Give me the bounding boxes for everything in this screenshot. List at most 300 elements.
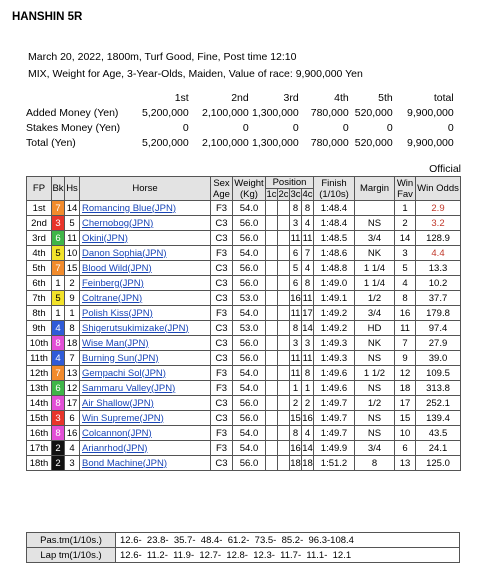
corner-3: 11	[290, 352, 301, 364]
horse-number: 18	[65, 336, 80, 351]
horse-name[interactable]	[80, 441, 211, 456]
result-row	[27, 426, 461, 441]
sex-age: C3	[211, 261, 233, 276]
margin: NS	[355, 411, 395, 426]
corner-3: 11	[290, 367, 301, 379]
win-favorite: 17	[395, 396, 416, 411]
prize-money-table	[26, 90, 454, 150]
corner-1	[266, 291, 278, 306]
win-favorite: 6	[395, 441, 416, 456]
win-favorite: 18	[395, 381, 416, 396]
win-odds: 37.7	[416, 291, 461, 306]
win-odds: 128.9	[416, 231, 461, 246]
corner-4: 4	[302, 216, 314, 231]
win-odds: 10.2	[416, 276, 461, 291]
horse-link[interactable]: Sammaru Valley(JPN)	[82, 382, 176, 394]
win-favorite: 3	[395, 246, 416, 261]
lap-row-label: Lap tm(1/10s.)	[27, 548, 116, 563]
prize-header: 3rd	[283, 91, 299, 104]
corner-1	[266, 321, 278, 336]
win-favorite: 2	[395, 216, 416, 231]
finish-time: 1:49.3	[314, 336, 355, 351]
corner-4: 8	[302, 276, 314, 291]
horse-number: 15	[65, 261, 80, 276]
results-header-row	[27, 177, 461, 189]
weight: 56.0	[233, 261, 266, 276]
sex-age: F3	[211, 306, 233, 321]
weight: 54.0	[233, 426, 266, 441]
col-corner-2: 2c	[278, 189, 289, 200]
bracket-number: 8	[52, 426, 65, 441]
finish-position: 15th	[27, 411, 52, 426]
result-row	[27, 306, 461, 321]
bracket-number: 1	[52, 276, 65, 291]
finish-time: 1:48.5	[314, 231, 355, 246]
corner-2	[278, 216, 290, 231]
corner-2	[278, 336, 290, 351]
col-finish: Finish (1/10s)	[314, 177, 355, 201]
col-win-fav: Win Fav	[395, 177, 416, 201]
horse-link[interactable]: Blood Wild(JPN)	[82, 262, 152, 274]
corner-1	[266, 456, 278, 471]
col-win-odds: Win Odds	[416, 177, 461, 201]
finish-time: 1:49.1	[314, 291, 355, 306]
finish-time: 1:49.2	[314, 306, 355, 321]
horse-link[interactable]: Burning Sun(JPN)	[82, 352, 159, 364]
win-favorite: 13	[395, 456, 416, 471]
corner-3: 3	[290, 216, 302, 231]
bracket-number: 4	[52, 351, 65, 366]
horse-link[interactable]: Bond Machine(JPN)	[82, 457, 168, 469]
finish-position: 1st	[27, 201, 52, 216]
finish-position: 16th	[27, 426, 52, 441]
result-row	[27, 351, 461, 366]
corner-3: 6	[290, 276, 302, 291]
corner-2	[278, 411, 290, 426]
prize-value: 2,100,000	[202, 106, 249, 119]
weight: 54.0	[233, 366, 266, 381]
win-favorite: 11	[395, 321, 416, 336]
horse-name[interactable]	[80, 351, 211, 366]
prize-value: 0	[447, 121, 454, 134]
horse-name[interactable]	[80, 216, 211, 231]
horse-name[interactable]	[80, 231, 211, 246]
col-bracket: Bk	[52, 177, 65, 201]
margin: NS	[355, 216, 395, 231]
horse-name[interactable]	[80, 306, 211, 321]
finish-position: 6th	[27, 276, 52, 291]
bracket-number: 1	[52, 306, 65, 321]
result-row	[27, 336, 461, 351]
corner-1	[266, 276, 278, 291]
horse-name[interactable]	[80, 381, 211, 396]
sex-age: C3	[211, 291, 233, 306]
weight: 54.0	[233, 441, 266, 456]
bracket-number: 5	[52, 291, 65, 306]
corner-1	[266, 396, 278, 411]
finish-position: 9th	[27, 321, 52, 336]
horse-name[interactable]	[80, 201, 211, 216]
horse-name[interactable]	[80, 291, 211, 306]
horse-link[interactable]: Wise Man(JPN)	[82, 337, 149, 349]
finish-time: 1:49.7	[314, 396, 355, 411]
col-fp: FP	[27, 177, 52, 201]
horse-name[interactable]	[80, 456, 211, 471]
prize-row	[26, 135, 454, 150]
prize-value: 0	[342, 121, 349, 134]
finish-time: 1:48.4	[314, 216, 355, 231]
finish-time: 1:48.4	[314, 201, 355, 216]
horse-link[interactable]: Shigerutsukimizake(JPN)	[82, 322, 189, 334]
bracket-number: 8	[52, 336, 65, 351]
win-odds: 109.5	[416, 366, 461, 381]
win-odds: 125.0	[416, 456, 461, 471]
corner-2	[278, 321, 290, 336]
corner-4: 8	[302, 366, 314, 381]
finish-time: 1:49.7	[314, 411, 355, 426]
prize-value: 0	[242, 121, 249, 134]
horse-number: 5	[65, 216, 80, 231]
corner-2	[278, 381, 290, 396]
horse-number: 4	[65, 441, 80, 456]
corner-4: 2	[302, 396, 314, 411]
corner-2	[278, 441, 290, 456]
corner-1	[266, 261, 278, 276]
weight: 56.0	[233, 456, 266, 471]
margin: 3/4	[355, 306, 395, 321]
col-margin: Margin	[355, 177, 395, 201]
weight: 56.0	[233, 276, 266, 291]
corner-4: 18	[302, 457, 313, 469]
result-row	[27, 261, 461, 276]
margin: HD	[355, 321, 395, 336]
sex-age: C3	[211, 276, 233, 291]
horse-link[interactable]: Feinberg(JPN)	[82, 277, 144, 289]
prize-value: 780,000	[310, 136, 349, 149]
sex-age: C3	[211, 321, 233, 336]
col-horse-number: Hs	[65, 177, 80, 201]
corner-1	[266, 426, 278, 441]
weight: 56.0	[233, 351, 266, 366]
result-row	[27, 246, 461, 261]
margin: NS	[355, 381, 395, 396]
prize-value: 520,000	[354, 136, 393, 149]
bracket-number: 7	[52, 201, 65, 216]
prize-value: 5,200,000	[142, 136, 189, 149]
bracket-number: 7	[52, 366, 65, 381]
corner-4: 11	[302, 232, 313, 244]
horse-number: 6	[65, 411, 80, 426]
horse-link[interactable]: Polish Kiss(JPN)	[82, 307, 153, 319]
win-odds: 252.1	[416, 396, 461, 411]
horse-number: 11	[65, 231, 80, 246]
corner-4: 3	[302, 336, 314, 351]
finish-position: 13th	[27, 381, 52, 396]
prize-row-label: Total (Yen)	[26, 136, 76, 149]
prize-row-label: Added Money (Yen)	[26, 106, 119, 119]
finish-position: 4th	[27, 246, 52, 261]
sex-age: F3	[211, 441, 233, 456]
horse-number: 2	[65, 276, 80, 291]
finish-position: 7th	[27, 291, 52, 306]
bracket-number: 3	[52, 216, 65, 231]
result-row	[27, 381, 461, 396]
corner-1	[266, 381, 278, 396]
win-odds: 179.8	[416, 306, 461, 321]
corner-3: 16	[290, 292, 301, 304]
corner-4: 14	[302, 322, 313, 334]
race-title: HANSHIN 5R	[12, 11, 83, 23]
horse-number: 9	[65, 291, 80, 306]
win-favorite: 14	[395, 231, 416, 246]
horse-number: 1	[65, 306, 80, 321]
result-row	[27, 456, 461, 471]
lap-row	[27, 533, 460, 548]
horse-number: 14	[65, 201, 80, 216]
corner-1	[266, 351, 278, 366]
horse-name[interactable]	[80, 366, 211, 381]
finish-time: 1:49.0	[314, 276, 355, 291]
prize-value: 9,900,000	[407, 106, 454, 119]
margin: 1/2	[355, 396, 395, 411]
finish-time: 1:51.2	[314, 456, 355, 471]
sex-age: F3	[211, 246, 233, 261]
bracket-number: 6	[52, 381, 65, 396]
win-favorite: 8	[395, 291, 416, 306]
horse-name[interactable]	[80, 411, 211, 426]
finish-time: 1:48.6	[314, 246, 355, 261]
finish-position: 8th	[27, 306, 52, 321]
win-odds: 4.4	[416, 246, 461, 261]
finish-position: 17th	[27, 441, 52, 456]
prize-row	[26, 120, 454, 135]
corner-3: 5	[290, 261, 302, 276]
result-row	[27, 396, 461, 411]
horse-name[interactable]	[80, 246, 211, 261]
prize-value: 780,000	[310, 106, 349, 119]
bracket-number: 3	[52, 411, 65, 426]
col-sex-age: Sex Age	[211, 177, 233, 201]
corner-2	[278, 261, 290, 276]
weight: 56.0	[233, 231, 266, 246]
bracket-number: 2	[52, 456, 65, 471]
sex-age: F3	[211, 426, 233, 441]
horse-link[interactable]: Chernobog(JPN)	[82, 217, 154, 229]
finish-position: 12th	[27, 366, 52, 381]
prize-header: total	[433, 91, 454, 104]
corner-3: 1	[290, 381, 302, 396]
sex-age: C3	[211, 216, 233, 231]
result-row	[27, 411, 461, 426]
finish-time: 1:49.9	[314, 441, 355, 456]
finish-time: 1:49.6	[314, 366, 355, 381]
corner-1	[266, 306, 278, 321]
weight: 53.0	[233, 291, 266, 306]
sex-age: C3	[211, 351, 233, 366]
official-label: Official	[429, 163, 461, 175]
col-horse: Horse	[80, 177, 211, 201]
horse-link[interactable]: Coltrane(JPN)	[82, 292, 143, 304]
horse-link[interactable]: Arianrhod(JPN)	[82, 442, 148, 454]
finish-position: 14th	[27, 396, 52, 411]
col-corner-1: 1c	[266, 189, 277, 200]
prize-header: 1st	[174, 91, 189, 104]
win-odds: 27.9	[416, 336, 461, 351]
corner-1	[266, 411, 278, 426]
corner-2	[278, 291, 290, 306]
prize-row-label: Stakes Money (Yen)	[26, 121, 121, 134]
sex-age: C3	[211, 456, 233, 471]
corner-3: 11	[290, 232, 301, 244]
corner-3: 18	[290, 457, 301, 469]
corner-1	[266, 441, 278, 456]
win-favorite: 5	[395, 261, 416, 276]
corner-1	[266, 231, 278, 246]
corner-3: 2	[290, 396, 302, 411]
horse-link[interactable]: Okini(JPN)	[82, 232, 128, 244]
weight: 53.0	[233, 321, 266, 336]
corner-3: 8	[290, 321, 302, 336]
finish-position: 18th	[27, 456, 52, 471]
corner-4: 7	[302, 246, 314, 261]
sex-age: F3	[211, 201, 233, 216]
col-corner-4: 4c	[302, 189, 313, 200]
prize-value: 9,900,000	[407, 136, 454, 149]
corner-1	[266, 336, 278, 351]
weight: 56.0	[233, 396, 266, 411]
horse-link[interactable]: Air Shallow(JPN)	[82, 397, 154, 409]
result-row	[27, 276, 461, 291]
sex-age: F3	[211, 381, 233, 396]
finish-position: 2nd	[27, 216, 52, 231]
corner-4: 4	[302, 261, 314, 276]
lap-values: 12.6- 23.8- 35.7- 48.4- 61.2- 73.5- 85.2- 96.3-108.4	[116, 533, 460, 548]
horse-number: 10	[65, 246, 80, 261]
prize-header: 2nd	[231, 91, 249, 104]
win-odds: 139.4	[416, 411, 461, 426]
lap-row	[27, 548, 460, 563]
sex-age: C3	[211, 231, 233, 246]
horse-number: 7	[65, 351, 80, 366]
horse-number: 12	[65, 381, 80, 396]
margin: NS	[355, 426, 395, 441]
lap-times-table	[26, 532, 460, 563]
corner-2	[278, 201, 290, 216]
prize-row	[26, 105, 454, 120]
win-favorite: 15	[395, 411, 416, 426]
weight: 54.0	[233, 381, 266, 396]
win-odds: 43.5	[416, 426, 461, 441]
horse-link[interactable]: Gempachi Sol(JPN)	[82, 367, 166, 379]
win-odds: 13.3	[416, 261, 461, 276]
sex-age: F3	[211, 366, 233, 381]
weight: 54.0	[233, 306, 266, 321]
finish-time: 1:49.2	[314, 321, 355, 336]
corner-3: 16	[290, 442, 301, 454]
corner-2	[278, 396, 290, 411]
corner-3: 3	[290, 336, 302, 351]
results-table	[26, 176, 461, 471]
finish-time: 1:48.8	[314, 261, 355, 276]
win-favorite: 7	[395, 336, 416, 351]
weight: 56.0	[233, 216, 266, 231]
prize-header-row	[26, 90, 454, 105]
corner-3: 11	[290, 307, 301, 319]
corner-1	[266, 201, 278, 216]
weight: 56.0	[233, 336, 266, 351]
margin: 1/2	[355, 291, 395, 306]
prize-value: 520,000	[354, 106, 393, 119]
win-favorite: 1	[395, 201, 416, 216]
result-row	[27, 216, 461, 231]
horse-link[interactable]: Romancing Blue(JPN)	[82, 202, 176, 214]
margin: 1 1/4	[355, 261, 395, 276]
bracket-number: 8	[52, 396, 65, 411]
corner-2	[278, 426, 290, 441]
lap-values: 12.6- 11.2- 11.9- 12.7- 12.8- 12.3- 11.7- 11.1- 12.1	[116, 548, 460, 563]
prize-value: 0	[292, 121, 299, 134]
prize-value: 1,300,000	[252, 136, 299, 149]
horse-name[interactable]	[80, 426, 211, 441]
prize-header: 4th	[334, 91, 349, 104]
corner-3: 6	[290, 246, 302, 261]
prize-value: 5,200,000	[142, 106, 189, 119]
finish-position: 10th	[27, 336, 52, 351]
corner-2	[278, 276, 290, 291]
corner-1	[266, 366, 278, 381]
horse-name[interactable]	[80, 261, 211, 276]
horse-link[interactable]: Colcannon(JPN)	[82, 427, 152, 439]
corner-4: 8	[302, 201, 314, 216]
lap-row-label: Pas.tm(1/10s.)	[27, 533, 116, 548]
corner-3: 8	[290, 426, 302, 441]
win-favorite: 12	[395, 366, 416, 381]
horse-name[interactable]	[80, 396, 211, 411]
result-row	[27, 201, 461, 216]
bracket-number: 4	[52, 321, 65, 336]
margin	[355, 201, 395, 216]
finish-time: 1:49.6	[314, 381, 355, 396]
horse-name[interactable]	[80, 336, 211, 351]
prize-value: 1,300,000	[252, 106, 299, 119]
corner-3: 15	[290, 412, 301, 424]
corner-2	[278, 351, 290, 366]
horse-name[interactable]	[80, 321, 211, 336]
win-odds: 2.9	[416, 201, 461, 216]
horse-link[interactable]: Danon Sophia(JPN)	[82, 247, 167, 259]
corner-4: 16	[302, 412, 313, 424]
finish-time: 1:49.3	[314, 351, 355, 366]
col-position: Position	[266, 177, 314, 189]
sex-age: C3	[211, 396, 233, 411]
finish-time: 1:49.7	[314, 426, 355, 441]
bracket-number: 7	[52, 261, 65, 276]
corner-4: 1	[302, 381, 314, 396]
horse-name[interactable]	[80, 276, 211, 291]
horse-number: 8	[65, 321, 80, 336]
bracket-number: 5	[52, 246, 65, 261]
col-weight: Weight (Kg)	[234, 177, 264, 200]
margin: 1 1/2	[355, 366, 395, 381]
margin: 3/4	[355, 441, 395, 456]
prize-header: 5th	[378, 91, 393, 104]
horse-link[interactable]: Win Supreme(JPN)	[82, 412, 164, 424]
corner-3: 8	[290, 201, 302, 216]
win-favorite: 16	[395, 306, 416, 321]
result-row	[27, 231, 461, 246]
corner-2	[278, 231, 290, 246]
weight: 54.0	[233, 246, 266, 261]
